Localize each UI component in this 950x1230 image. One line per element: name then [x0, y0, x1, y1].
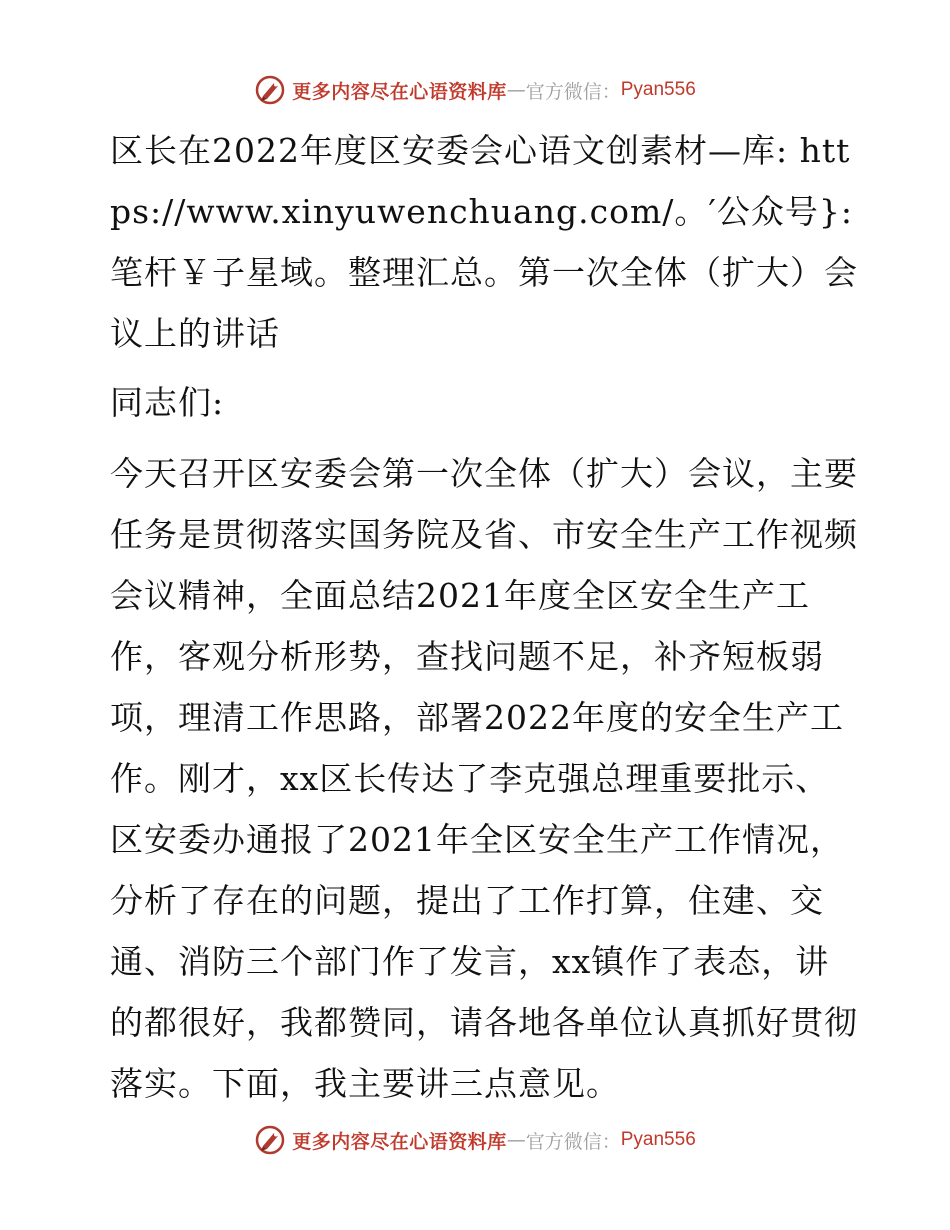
banner-separator: —	[506, 79, 526, 101]
banner-main-text: 更多内容尽在心语资料库	[292, 80, 507, 103]
banner-wechat-label: 官方微信：	[525, 80, 621, 103]
pen-logo-icon	[254, 74, 286, 106]
banner-wechat-id: Pyan556	[620, 1129, 696, 1150]
banner-main-text: 更多内容尽在心语资料库	[292, 1130, 507, 1153]
document-body	[98, 120, 858, 1114]
document-title: 区长在2022年度区安委会心语文创素材—库: https://www.xinyuwenchuang.com/。′公众号}: 笔杆￥子星域。整理汇总。第一次全体（扩大）会议上的讲话	[110, 131, 858, 353]
document-greeting: 同志们:	[110, 383, 225, 422]
header-banner	[0, 70, 950, 110]
pen-logo-icon	[254, 1124, 286, 1156]
banner-wechat-id: Pyan556	[620, 79, 696, 100]
banner-wechat-label: 官方微信：	[525, 1130, 621, 1153]
footer-banner	[0, 1120, 950, 1160]
document-paragraph: 今天召开区安委会第一次全体（扩大）会议，主要任务是贯彻落实国务院及省、市安全生产工作视频会议精神，全面总结2021年度全区安全生产工作，客观分析形势，查找问题不足，补齐短板弱项，理清工作思路，部署2022年度的安全生产工作。刚才，xx区长传达了李克强总理重要批示、区安委办通报了2021年全区安全生产工作情况，分析了存在的问题，提出了工作打算，住建、交通、消防三个部门作了发言，xx镇作了表态，讲的都很好，我都赞同，请各地各单位认真抓好贯彻落实。下面，我主要讲三点意见。	[110, 454, 858, 1103]
banner-separator: —	[506, 1129, 526, 1151]
